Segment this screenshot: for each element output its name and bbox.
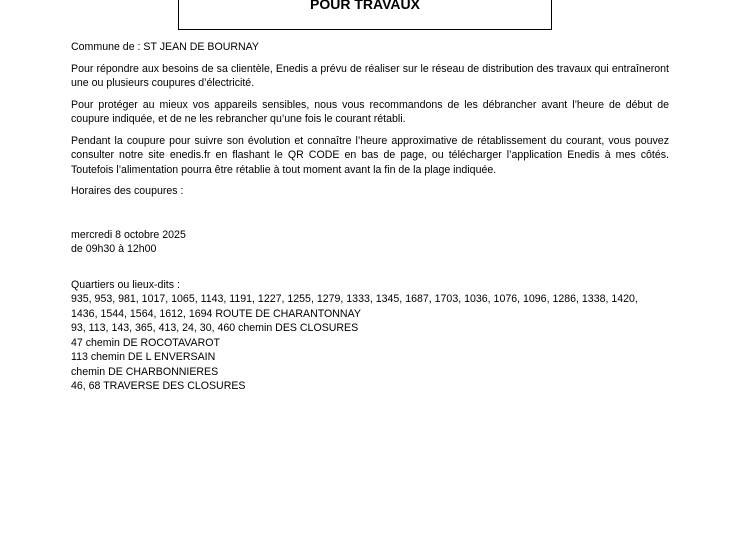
- schedule-label: Horaires des coupures :: [71, 185, 184, 197]
- notice-body: [71, 40, 669, 394]
- locations-label: Quartiers ou lieux-dits :: [71, 278, 180, 291]
- location-line: 113 chemin DE L ENVERSAIN: [71, 351, 216, 363]
- location-line: 46, 68 TRAVERSE DES CLOSURES: [71, 380, 246, 392]
- schedule-block: [71, 228, 669, 257]
- outage-date: mercredi 8 octobre 2025: [71, 228, 186, 241]
- locations-block: [71, 278, 669, 394]
- location-line: 47 chemin DE ROCOTAVAROT: [71, 336, 220, 349]
- location-line: 93, 113, 143, 365, 413, 24, 30, 460 chemin DES CLOSURES: [71, 322, 359, 334]
- intro-paragraph: Pour répondre aux besoins de sa clientèle, Enedis a prévu de réaliser sur le réseau de distribution des travaux qui entraîneront une ou plusieurs coupures d’électricité.: [71, 62, 669, 89]
- location-line: chemin DE CHARBONNIERES: [71, 365, 219, 378]
- outage-time: de 09h30 à 12h00: [71, 243, 157, 255]
- location-line: 1436, 1544, 1564, 1612, 1694 ROUTE DE CHARANTONNAY: [71, 307, 361, 320]
- location-line: 935, 953, 981, 1017, 1065, 1143, 1191, 1227, 1255, 1279, 1333, 1345, 1687, 1703, 1036, 1076, 1096, 1286, 1338, 1420,: [71, 293, 638, 305]
- spacer: [71, 206, 669, 228]
- notice-title-box: [178, 0, 552, 30]
- protection-paragraph: Pour protéger au mieux vos appareils sensibles, nous vous recommandons de les débrancher avant l’heure de début de coupure indiquée, et de ne les rebrancher qu’une fois le courant rétabli.: [71, 98, 669, 125]
- notice-title-line2: POUR TRAVAUX: [310, 0, 420, 12]
- spacer: [71, 264, 669, 278]
- tracking-paragraph: Pendant la coupure pour suivre son évolution et connaître l’heure approximative de rétablissement du courant, vous pouvez consulter notre site enedis.fr en flashant le QR CODE en bas de page, ou télécharger l’application Enedis à mes côtés. Toutefois l’alimentation pourra être rétablie à tout moment avant la fin de la plage indiquée.: [71, 134, 669, 176]
- commune-line: Commune de : ST JEAN DE BOURNAY: [71, 41, 259, 53]
